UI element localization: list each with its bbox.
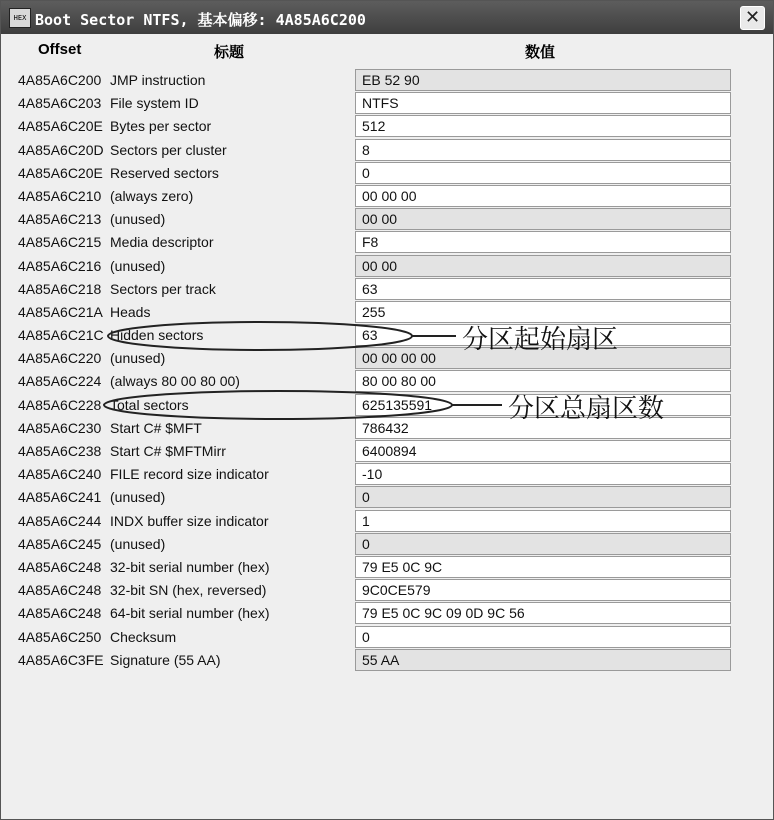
field-label: [18, 513, 268, 529]
title-bar[interactable]: [1, 1, 773, 34]
field-label: [18, 373, 240, 389]
field-offset: 4A85A6C20D: [18, 141, 104, 158]
field-name: File system ID: [110, 95, 199, 112]
field-value[interactable]: 0: [355, 533, 731, 555]
field-name: Bytes per sector: [110, 118, 212, 135]
table-row: [1, 463, 773, 486]
field-list: [1, 69, 773, 672]
field-name: (unused): [110, 350, 166, 367]
field-value[interactable]: 0: [355, 486, 731, 508]
field-value[interactable]: -10: [355, 463, 731, 485]
table-row: [1, 185, 773, 208]
field-label: [18, 72, 205, 88]
header-offset: Offset: [38, 41, 82, 58]
field-offset: 4A85A6C215: [18, 234, 102, 251]
table-row: [1, 649, 773, 672]
field-name: JMP instruction: [110, 72, 206, 88]
field-label: [18, 489, 165, 505]
field-value[interactable]: 6400894: [355, 440, 731, 462]
field-value[interactable]: 00 00 00: [355, 185, 731, 207]
window-title: Boot Sector NTFS, 基本偏移: 4A85A6C200: [35, 11, 366, 29]
field-label: [18, 652, 221, 668]
field-offset: 4A85A6C240: [18, 466, 102, 483]
field-label: [18, 211, 165, 227]
table-row: [1, 69, 773, 92]
field-offset: 4A85A6C210: [18, 187, 102, 204]
field-offset: 4A85A6C248: [18, 605, 102, 622]
field-offset: 4A85A6C200: [18, 72, 102, 88]
field-value[interactable]: 79 E5 0C 9C 09 0D 9C 56: [355, 602, 731, 624]
table-row: [1, 486, 773, 509]
table-row: [1, 139, 773, 162]
field-name: Hidden sectors: [110, 327, 204, 344]
field-value[interactable]: NTFS: [355, 92, 731, 114]
table-row: [1, 301, 773, 324]
field-label: [18, 536, 165, 552]
table-row: [1, 347, 773, 370]
field-label: [18, 350, 165, 366]
field-label: [18, 118, 211, 134]
field-name: FILE record size indicator: [110, 466, 269, 483]
field-label: [18, 327, 203, 343]
field-name: Reserved sectors: [110, 164, 219, 181]
field-offset: 4A85A6C20E: [18, 118, 103, 135]
field-name: (unused): [110, 257, 166, 274]
field-label: [18, 605, 270, 621]
field-label: [18, 443, 226, 459]
table-row: [1, 231, 773, 254]
field-label: [18, 95, 199, 111]
total-sectors-annotation: 分区总扇区数: [508, 394, 665, 424]
field-value[interactable]: 1: [355, 510, 731, 532]
table-row: [1, 556, 773, 579]
field-name: Start C# $MFTMirr: [110, 443, 226, 459]
field-name: 32-bit SN (hex, reversed): [110, 582, 267, 599]
field-offset: 4A85A6C224: [18, 373, 102, 390]
field-name: Heads: [110, 303, 151, 320]
field-offset: 4A85A6C218: [18, 280, 102, 297]
column-header: [1, 41, 773, 63]
table-row: [1, 278, 773, 301]
header-title: 标题: [214, 43, 245, 61]
field-value[interactable]: F8: [355, 231, 731, 253]
field-name: (always zero): [110, 187, 194, 204]
field-label: [18, 397, 189, 413]
field-name: Signature (55 AA): [110, 651, 221, 668]
field-label: [18, 466, 269, 482]
field-value[interactable]: 625135591: [355, 394, 731, 416]
field-offset: 4A85A6C228: [18, 396, 102, 413]
header-value: 数值: [525, 43, 556, 61]
field-offset: 4A85A6C248: [18, 582, 102, 599]
field-offset: 4A85A6C213: [18, 211, 102, 228]
field-name: (always 80 00 80 00): [110, 373, 240, 390]
field-value[interactable]: 8: [355, 139, 731, 161]
field-label: [18, 258, 165, 274]
field-value[interactable]: 255: [355, 301, 731, 323]
field-value[interactable]: 512: [355, 115, 731, 137]
field-name: Sectors per cluster: [110, 141, 227, 158]
table-row: [1, 208, 773, 231]
field-offset: 4A85A6C250: [18, 628, 102, 645]
field-name: Checksum: [110, 628, 177, 645]
field-name: Total sectors: [110, 396, 189, 413]
table-row: [1, 255, 773, 278]
field-offset: 4A85A6C244: [18, 512, 102, 529]
field-label: [18, 582, 266, 598]
table-row: [1, 92, 773, 115]
table-row: [1, 602, 773, 625]
field-value[interactable]: EB 52 90: [355, 69, 731, 91]
field-offset: 4A85A6C248: [18, 558, 102, 575]
table-row: [1, 324, 773, 347]
field-label: [18, 629, 176, 645]
field-name: 32-bit serial number (hex): [110, 558, 270, 575]
field-name: 64-bit serial number (hex): [110, 605, 270, 622]
table-row: [1, 533, 773, 556]
table-row: [1, 162, 773, 185]
field-value[interactable]: 00 00: [355, 208, 731, 230]
field-offset: 4A85A6C241: [18, 489, 102, 506]
field-value[interactable]: 00 00 00 00: [355, 347, 731, 369]
table-row: [1, 510, 773, 533]
field-offset: 4A85A6C3FE: [18, 651, 104, 668]
field-name: Start C# $MFT: [110, 419, 202, 436]
table-row: [1, 440, 773, 463]
field-offset: 4A85A6C20E: [18, 164, 103, 181]
field-name: (unused): [110, 211, 166, 228]
field-value[interactable]: 0: [355, 626, 731, 648]
hex-app-icon: HEX: [9, 8, 31, 28]
hidden-sectors-annotation: 分区起始扇区: [462, 325, 619, 355]
field-offset: 4A85A6C245: [18, 535, 102, 552]
field-name: Media descriptor: [110, 234, 214, 251]
table-row: [1, 115, 773, 138]
field-value[interactable]: 63: [355, 324, 731, 346]
field-value[interactable]: 63: [355, 278, 731, 300]
field-offset: 4A85A6C203: [18, 95, 102, 112]
field-name: INDX buffer size indicator: [110, 512, 269, 529]
field-label: [18, 188, 193, 204]
field-offset: 4A85A6C220: [18, 350, 102, 367]
field-label: [18, 234, 214, 250]
table-row: [1, 579, 773, 602]
field-offset: 4A85A6C238: [18, 443, 102, 459]
field-offset: 4A85A6C216: [18, 257, 102, 274]
field-value[interactable]: 0: [355, 162, 731, 184]
table-row: [1, 626, 773, 649]
field-value[interactable]: 786432: [355, 417, 731, 439]
field-value[interactable]: 00 00: [355, 255, 731, 277]
field-value[interactable]: 80 00 80 00: [355, 370, 731, 392]
field-label: [18, 281, 216, 297]
field-offset: 4A85A6C230: [18, 419, 102, 436]
field-label: [18, 304, 150, 320]
field-label: [18, 559, 270, 575]
field-value[interactable]: 79 E5 0C 9C: [355, 556, 731, 578]
field-label: [18, 165, 219, 181]
field-value[interactable]: 55 AA: [355, 649, 731, 671]
field-value[interactable]: 9C0CE579: [355, 579, 731, 601]
field-name: (unused): [110, 489, 166, 506]
close-icon[interactable]: ✕: [740, 6, 765, 30]
field-offset: 4A85A6C21C: [18, 327, 104, 344]
field-name: (unused): [110, 535, 166, 552]
field-offset: 4A85A6C21A: [18, 303, 103, 320]
field-label: [18, 420, 202, 436]
field-label: [18, 142, 227, 158]
field-name: Sectors per track: [110, 280, 216, 297]
